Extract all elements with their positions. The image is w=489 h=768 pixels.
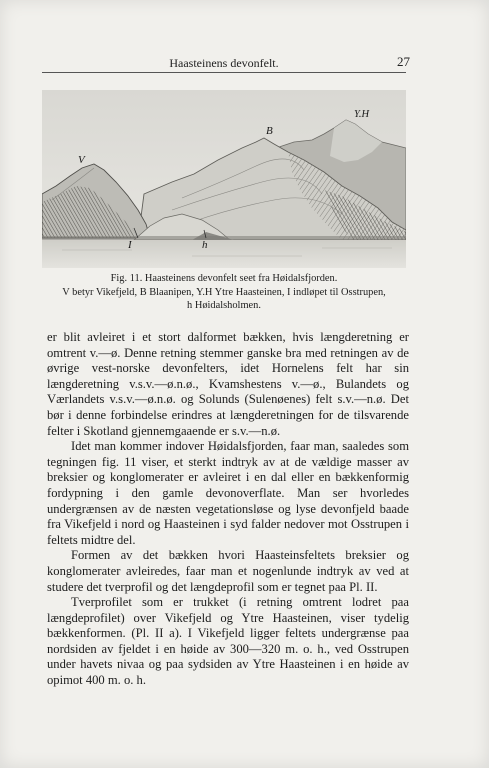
paragraph-1: er blit avleiret i et stort dalformet bækken, hvis længderetning er omtrent v.—ø. Denne retning stemmer ganske bra med retningen av de øvrige vest-norske devonfelters, idet Hornelens felt har sin længderetning v.s.v.—ø.n.ø., Kvamshestens v.—ø., Bulandets og Værlandets v.s.v.—ø.n.ø. og Solunds (Sulenøenes) felt s.v.—n.ø. Det bør i denne forbindelse erindres at længderetningen for de tilsvarende felter i Skotland gjennemgaaende er s.v.—n.ø. [47, 330, 409, 438]
body-text [47, 330, 409, 689]
caption-line-3: h Høidalsholmen. [187, 300, 261, 312]
figure-caption [40, 272, 408, 313]
running-head [42, 54, 410, 73]
caption-line-1: Fig. 11. Haasteinens devonfelt seet fra Høidalsfjorden. [110, 273, 338, 284]
caption-line-2: V betyr Vikefjeld, B Blaanipen, Y.H Ytre Haasteinen, I indløpet til Osstrupen, [62, 286, 386, 298]
label-b: B [266, 125, 273, 137]
fjord-water [42, 240, 406, 268]
label-v: V [78, 154, 85, 166]
label-h: h [202, 239, 208, 251]
landscape-figure [42, 90, 406, 268]
page-number: 27 [397, 54, 410, 69]
paragraph-2: Idet man kommer indover Høidalsfjorden, faar man, saaledes som tegningen fig. 11 viser, et sterkt indtryk av at de vældige masser av breksier og konglomerater er avleiret i en dal eller en bækkenformig fordypning i den gamle devonoverflate. Man ser hvorledes undergrænsen av de næsten vegetationsløse og lyse devonfjeld baade fra Vikefjeld i nord og Haasteinen i syd falder nedover mot Osstrupen i feltets midtre del. [47, 439, 409, 547]
label-yh: Y.H [354, 109, 370, 120]
paragraph-4: Tverprofilet som er trukket (i retning omtrent lodret paa længdeprofilet) over Vikefjeld og Ytre Haasteinen, viser tydelig bækkenformen. (Pl. II a). I Vikefjeld ligger feltets undergrænse paa nordsiden av fjeldet i en høide av 300—320 m. o. h., ved Osstrupen under havets nivaa og paa sydsiden av Ytre Haasteinen i en høide av opimot 400 m. o. h. [47, 595, 409, 688]
fjord-landscape-drawing [42, 90, 406, 268]
running-title: Haasteinens devonfelt. [169, 56, 279, 70]
label-i: I [128, 239, 132, 251]
paragraph-3: Formen av det bækken hvori Haasteinsfeltets breksier og konglomerater avleiredes, faar man et nogenlunde indtryk av ved at studere det tverprofil og det længdeprofil som er tegnet paa Pl. II. [47, 548, 409, 594]
